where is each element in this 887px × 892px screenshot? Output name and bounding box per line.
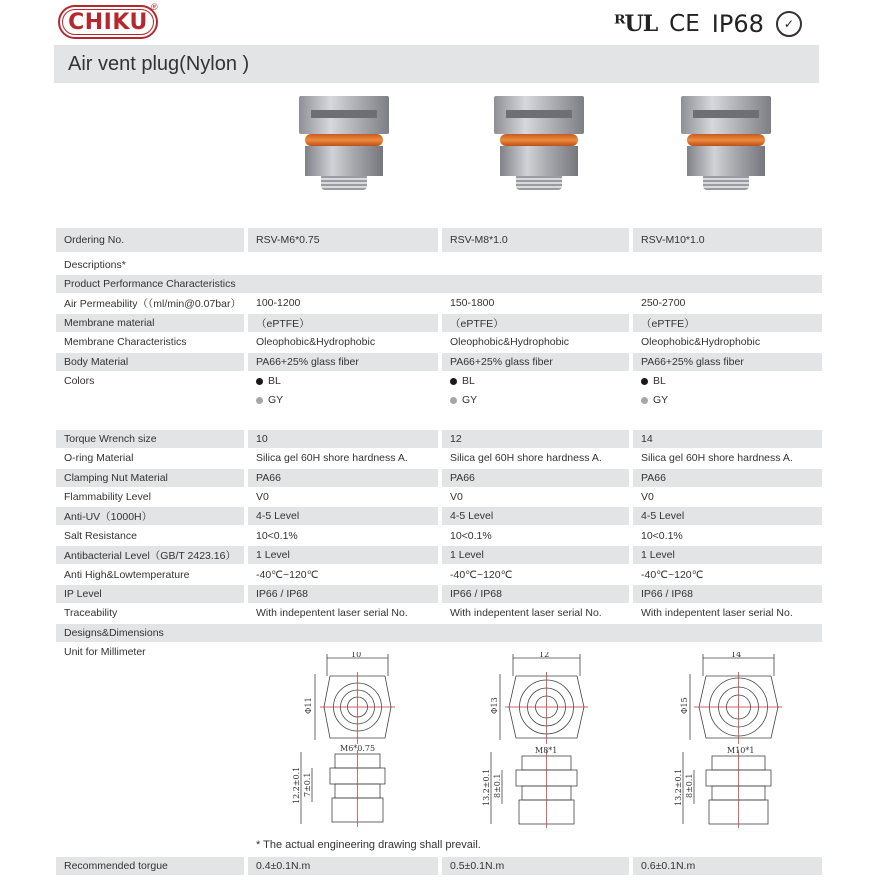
row-colors-gy: GY GY GY [56,391,822,409]
drawing-m10 [672,652,792,832]
row-antibacterial: Antibacterial Level（GB/T 2423.16） 1 Level 1 Level 1 Level [56,546,822,564]
gy-swatch [256,397,263,404]
dim-width-m8: 12 [539,652,550,659]
product-image-m6 [299,96,389,192]
row-temperature: Anti High&Lowtemperature -40℃~120℃ -40℃~120℃ -40℃~120℃ [64,569,704,581]
row-unit: Unit for Millimeter [64,646,146,658]
bl-swatch [641,378,648,385]
row-ordering-no: Ordering No. RSV-M6*0.75 RSV-M8*1.0 RSV-M10*1.0 [56,228,822,252]
dim-diameter-m8: Φ13 [490,697,499,714]
row-designs: Designs&Dimensions [56,624,822,642]
product-image-m8 [494,96,584,192]
dim-height-inner-m6: 7±0.1 [303,772,312,797]
gy-swatch [641,397,648,404]
drawing-note: * The actual engineering drawing shall prevail. [256,839,481,851]
row-air-permeability: Air Permeability（（ml/min@0.07bar） 100-1200 150-1800 250-2700 [64,297,686,310]
row-flammability: Flammability Level V0 V0 V0 [64,491,654,503]
ip68-mark: IP68 [711,10,764,38]
dim-height-total-m10: 13.2±0.1 [674,768,683,806]
product-image-m10 [681,96,771,192]
bl-swatch [256,378,263,385]
dim-height-inner-m8: 8±0.1 [493,773,502,798]
drawing-m6 [290,652,410,832]
row-membrane-characteristics: Membrane Characteristics Oleophobic&Hydrophobic Oleophobic&Hydrophobic Oleophobic&Hydrophobic [64,336,761,348]
rohs-icon: ✓ [776,11,802,37]
row-traceability: Traceability With indepentent laser serial No. With indepentent laser serial No. With indepentent laser serial No. [64,607,793,619]
ul-mark: ᴿUL [614,11,658,37]
page-title: Air vent plug(Nylon ) [68,52,250,75]
dim-height-total-m6: 12.2±0.1 [292,766,301,804]
dim-thread-m8: M8*1 [535,746,558,755]
row-recommended-torque: Recommended torgue 0.4±0.1N.m 0.5±0.1N.m 0.6±0.1N.m [56,857,822,875]
row-torque-wrench: Torque Wrench size 10 12 14 [56,430,822,448]
brand-logo [58,5,158,39]
dim-width-m6: 10 [351,652,362,659]
dim-height-total-m8: 13.2±0.1 [482,768,491,806]
dim-diameter-m6: Φ11 [304,697,313,714]
row-descriptions: Descriptions* [64,259,126,271]
certification-marks [614,9,802,39]
row-colors-bl: Colors BL BL BL [64,375,666,387]
row-membrane-material: Membrane material （ePTFE） （ePTFE） （ePTFE） [56,314,822,332]
registered-mark: ® [151,2,158,12]
bl-swatch [450,378,457,385]
dim-thread-m10: M10*1 [727,746,755,755]
title-bar [54,45,819,83]
dim-diameter-m10: Φ15 [680,697,689,714]
brand-name: CHIKU [62,9,154,35]
row-ip-level: IP Level IP66 / IP68 IP66 / IP68 IP66 / IP68 [56,585,822,603]
row-anti-uv: Anti-UV（1000H） 4-5 Level 4-5 Level 4-5 Level [56,507,822,525]
ce-mark: CE [669,11,700,37]
row-body-material: Body Material PA66+25% glass fiber PA66+25% glass fiber PA66+25% glass fiber [56,353,822,371]
dim-thread-m6: M6*0.75 [340,744,376,753]
row-oring-material: O-ring Material Silica gel 60H shore hardness A. Silica gel 60H shore hardness A. Silica gel 60H shore hardness A. [64,452,793,464]
dim-width-m10: 14 [731,652,742,659]
gy-swatch [450,397,457,404]
drawing-m8 [480,652,600,832]
row-clamping-nut: Clamping Nut Material PA66 PA66 PA66 [56,469,822,487]
row-product-performance: Product Performance Characteristics [56,275,822,293]
dim-height-inner-m10: 8±0.1 [685,773,694,798]
row-salt-resistance: Salt Resistance 10<0.1% 10<0.1% 10<0.1% [64,530,683,542]
